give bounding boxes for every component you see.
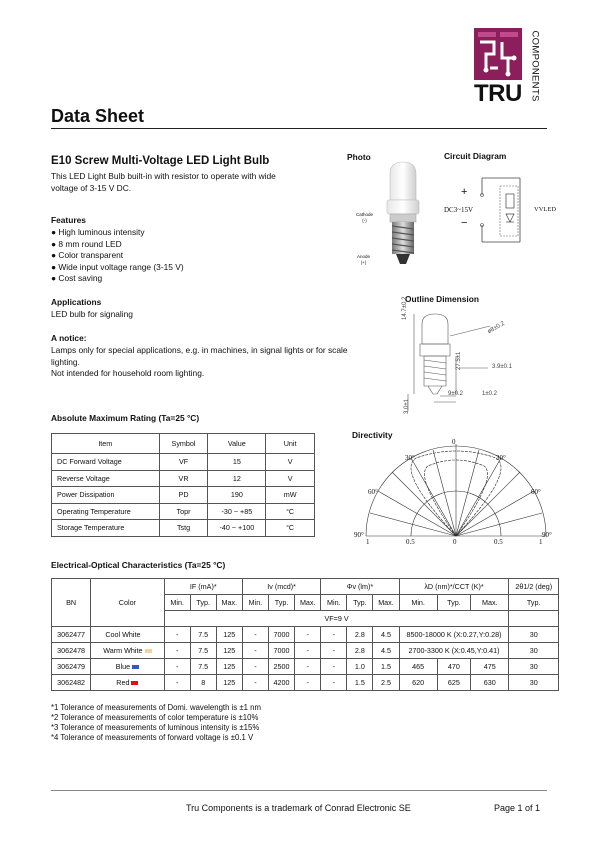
table-cell: 7000 (268, 627, 294, 643)
table-cell: - (242, 627, 268, 643)
title-rule (51, 128, 547, 129)
table-cell: Storage Temperature (52, 520, 160, 537)
photo-label: Photo (347, 152, 371, 162)
table-cell: V (266, 470, 315, 487)
table-header-row (52, 579, 559, 595)
note: *3 Tolerance of measurements of luminous intensity is ±15% (51, 723, 260, 732)
table-cell: - (321, 627, 347, 643)
scale-label: 0 (453, 538, 457, 546)
table-cell: 7.5 (190, 643, 216, 659)
table-header: Value (208, 434, 266, 454)
table-cell: Reverse Voltage (52, 470, 160, 487)
table-cell: 8 (190, 675, 216, 691)
table-header: Unit (266, 434, 315, 454)
table-cell: V (266, 454, 315, 471)
amr-heading: Absolute Maximum Rating (Ta=25 °C) (51, 413, 200, 423)
logo-vertical-text-wrap (526, 30, 542, 110)
table-row (52, 675, 559, 691)
table-cell: - (321, 675, 347, 691)
table-cell: 1.0 (347, 659, 373, 675)
table-row (52, 643, 559, 659)
angle-label: 0 (452, 438, 456, 446)
table-subheader: Max. (373, 595, 399, 611)
scale-label: 0.5 (406, 538, 415, 546)
table-header: Color (91, 579, 165, 627)
table-cell (91, 643, 165, 659)
table-cell: - (295, 627, 321, 643)
table-subheader: Typ. (437, 595, 470, 611)
color-swatch (131, 681, 138, 685)
table-cell: 2.5 (373, 675, 399, 691)
table-cell: Power Dissipation (52, 487, 160, 504)
note: *2 Tolerance of measurements of color temperature is ±10% (51, 713, 259, 722)
table-cell: 3062478 (52, 643, 91, 659)
table-row (52, 520, 315, 537)
table-cell: 3062482 (52, 675, 91, 691)
table-cell: °C (266, 503, 315, 520)
table-header: Iv (mcd)* (242, 579, 320, 595)
table-header: IF (mA)* (164, 579, 242, 595)
table-cell: DC Forward Voltage (52, 454, 160, 471)
table-cell: 475 (471, 659, 509, 675)
circuit-label: Circuit Diagram (444, 151, 507, 161)
table-cell: 2.8 (347, 627, 373, 643)
color-name: Blue (115, 662, 131, 671)
table-cell (91, 627, 165, 643)
feature-item: ● High luminous intensity (51, 227, 145, 237)
table-cell: - (242, 643, 268, 659)
table-cell: - (295, 675, 321, 691)
table-cell: 1.5 (347, 675, 373, 691)
dim-label: 3.0±1 (404, 399, 410, 414)
dim-label: 9±0.2 (448, 391, 463, 397)
table-cell: 30 (509, 627, 559, 643)
table-subheader: Min. (242, 595, 268, 611)
product-title: E10 Screw Multi-Voltage LED Light Bulb (51, 155, 270, 167)
applications-heading: Applications (51, 297, 102, 307)
table-row (52, 627, 559, 643)
feature-item: ● Wide input voltage range (3-15 V) (51, 261, 184, 272)
angle-label: 60° (531, 488, 541, 496)
table-subheader: Min. (399, 595, 437, 611)
table-cell: 470 (437, 659, 470, 675)
scale-label: 0.5 (494, 538, 503, 546)
table-cell: 3062479 (52, 659, 91, 675)
feature-item: ● 8 mm round LED (51, 238, 122, 249)
note: *1 Tolerance of measurements of Domi. wavelength is ±1 nm (51, 703, 261, 712)
color-name: Warm White (103, 646, 143, 655)
table-cell: 30 (509, 675, 559, 691)
color-swatch (132, 665, 139, 669)
table-header: Φv (lm)* (321, 579, 399, 595)
table-cell: °C (266, 520, 315, 537)
footer-page: Page 1 of 1 (494, 803, 541, 813)
table-cell-empty (509, 611, 559, 627)
table-cell: - (164, 675, 190, 691)
table-header: 2θ1/2 (deg) (509, 579, 559, 595)
circuit-plus: + (461, 186, 468, 198)
table-cell: 4200 (268, 675, 294, 691)
table-cell: - (321, 643, 347, 659)
footer-rule (51, 790, 547, 791)
circuit-device: VVLED (534, 206, 557, 213)
table-header: Symbol (159, 434, 208, 454)
tolerance-notes (51, 703, 261, 743)
table-cell: 30 (509, 643, 559, 659)
table-cell: 7.5 (190, 659, 216, 675)
notice-line: Lamps only for special applications, e.g. in machines, in signal lights or for scale lighting. (51, 345, 348, 367)
table-cell: 125 (216, 659, 242, 675)
angle-label: 30° (405, 454, 415, 462)
amr-table (51, 433, 315, 537)
table-cell: VR (159, 470, 208, 487)
feature-item: ● Color transparent (51, 250, 124, 260)
table-cell: 190 (208, 487, 266, 504)
table-cell (91, 675, 165, 691)
notice-text (51, 345, 371, 380)
directivity-label: Directivity (352, 430, 393, 440)
table-cell: 30 (509, 659, 559, 675)
features-heading: Features (51, 215, 86, 225)
table-cell: 630 (471, 675, 509, 691)
table-cell: - (242, 675, 268, 691)
eoc-table (51, 578, 559, 691)
angle-label: 30° (496, 454, 506, 462)
page-title: Data Sheet (51, 106, 145, 126)
table-cell: PD (159, 487, 208, 504)
table-cell: 125 (216, 643, 242, 659)
table-cell: 2.8 (347, 643, 373, 659)
table-header: BN (52, 579, 91, 627)
angle-label: 60° (368, 488, 378, 496)
table-cell: - (295, 659, 321, 675)
logo-wordmark: TRU (474, 80, 522, 107)
table-cell: 7000 (268, 643, 294, 659)
bulb-photo (378, 160, 428, 272)
table-cell: 4.5 (373, 643, 399, 659)
table-cell: 2500 (268, 659, 294, 675)
table-cell: - (242, 659, 268, 675)
table-cell: - (295, 643, 321, 659)
notice-line: Not intended for household room lighting. (51, 368, 205, 378)
table-cell: 3062477 (52, 627, 91, 643)
scale-label: 1 (539, 538, 543, 546)
color-swatch (145, 649, 152, 653)
table-cell: 15 (208, 454, 266, 471)
table-row (52, 470, 315, 487)
directivity-chart (356, 436, 556, 550)
angle-label: 90° (354, 531, 364, 539)
table-cell: 620 (399, 675, 437, 691)
table-subheader: Typ. (268, 595, 294, 611)
table-cell: 465 (399, 659, 437, 675)
logo-vertical-text: COMPONENTS (529, 30, 541, 102)
table-cell: Operating Temperature (52, 503, 160, 520)
table-cell: 625 (437, 675, 470, 691)
table-row (52, 503, 315, 520)
circuit-voltage: DC3~15V (444, 206, 474, 214)
table-subheader: Typ. (347, 595, 373, 611)
table-subheader: Min. (321, 595, 347, 611)
table-cell: 7.5 (190, 627, 216, 643)
tru-logo-mark (474, 28, 522, 80)
dim-label: 3.9±0.1 (492, 364, 512, 370)
table-cell: VF (159, 454, 208, 471)
table-cell: - (164, 627, 190, 643)
table-cell: 125 (216, 675, 242, 691)
features-list (51, 227, 184, 285)
color-name: Red (116, 678, 130, 687)
table-cell: 4.5 (373, 627, 399, 643)
table-cell: Tstg (159, 520, 208, 537)
table-subheader: Min. (164, 595, 190, 611)
table-cell: Topr (159, 503, 208, 520)
table-cell: -30 ~ +85 (208, 503, 266, 520)
dim-label: ø8±0.2 (486, 320, 506, 336)
feature-item: ● Cost saving (51, 273, 103, 283)
table-cell: -40 ~ +100 (208, 520, 266, 537)
color-swatch (142, 633, 149, 637)
table-cell: 12 (208, 470, 266, 487)
table-row (52, 454, 315, 471)
color-name: Cool White (105, 630, 141, 639)
table-cell: 125 (216, 627, 242, 643)
circuit-minus: − (461, 217, 468, 229)
angle-label: 90° (542, 531, 552, 539)
table-cell: mW (266, 487, 315, 504)
table-cell: - (321, 659, 347, 675)
table-row (52, 659, 559, 675)
product-description: This LED Light Bulb built-in with resistor to operate with wide voltage of 3-15 V DC. (51, 171, 276, 193)
applications-text: LED bulb for signaling (51, 309, 133, 319)
dim-label: 14.7±0.2 (402, 296, 408, 320)
table-cell: 1.5 (373, 659, 399, 675)
table-row (52, 487, 315, 504)
table-header: λD (nm)*/CCT (K)* (399, 579, 509, 595)
notice-heading: A notice: (51, 333, 87, 343)
table-subheader: Max. (295, 595, 321, 611)
outline-drawing (400, 306, 530, 414)
table-cell (91, 659, 165, 675)
table-cell: - (164, 643, 190, 659)
note: *4 Tolerance of measurements of forward voltage is ±0.1 V (51, 733, 254, 742)
outline-label: Outline Dimension (405, 294, 479, 304)
table-subheader: Max. (471, 595, 509, 611)
table-header: Item (52, 434, 160, 454)
dim-label: 1±0.2 (482, 391, 497, 397)
table-header-row (52, 434, 315, 454)
dim-label: 27.5±1 (456, 351, 462, 370)
table-subheader: Typ. (190, 595, 216, 611)
scale-label: 1 (366, 538, 370, 546)
table-cell: - (164, 659, 190, 675)
anode-label: Anode (+) (357, 254, 371, 265)
table-cell: 8500-18000 K (X:0.27,Y:0.28) (399, 627, 509, 643)
eoc-heading: Electrical-Optical Characteristics (Ta=25 °C) (51, 560, 226, 570)
table-cell: 2700-3300 K (X:0.45,Y:0.41) (399, 643, 509, 659)
table-condition: VF=9 V (164, 611, 509, 627)
footer-trademark: Tru Components is a trademark of Conrad Electronic SE (186, 803, 411, 813)
cathode-label: Cathode (-) (356, 212, 374, 223)
table-subheader: Typ. (509, 595, 559, 611)
table-subheader: Max. (216, 595, 242, 611)
